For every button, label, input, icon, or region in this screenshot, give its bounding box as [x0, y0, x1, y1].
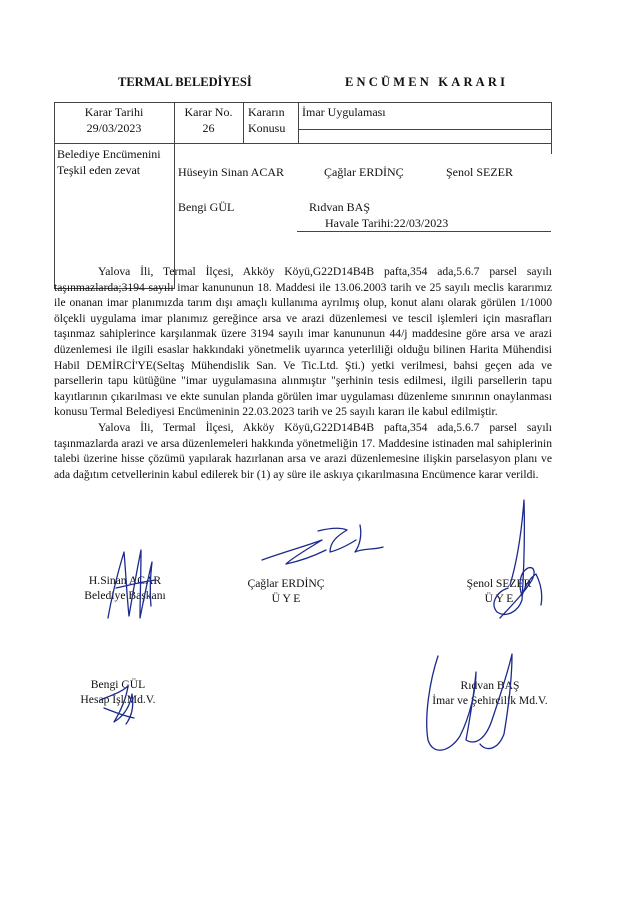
- document-title: ENCÜMEN KARARI: [345, 75, 509, 89]
- signatory-title: Belediye Başkanı: [84, 589, 166, 602]
- signature-ink-mayor: [108, 550, 156, 618]
- signature-ink-member: [494, 500, 542, 618]
- decision-date-value: 29/03/2023: [86, 121, 142, 135]
- signatory-name: Çağlar ERDİNÇ: [247, 577, 325, 590]
- member-name: Bengi GÜL: [178, 200, 235, 214]
- decision-number-label: Karar No.: [184, 105, 233, 119]
- decision-subject-value: İmar Uygulaması: [302, 105, 386, 119]
- committee-label-line2: Teşkil eden zevat: [57, 163, 141, 177]
- referral-date: Havale Tarihi:22/03/2023: [325, 216, 449, 230]
- signatory-name: Şenol SEZER: [466, 577, 532, 590]
- member-name: Rıdvan BAŞ: [309, 200, 371, 214]
- signature-ink-finance: [100, 686, 134, 724]
- signature-ink-member: [262, 525, 383, 564]
- signatory-title: Hesap İşl.Md.V.: [80, 693, 156, 706]
- body-paragraph: Yalova İli, Termal İlçesi, Akköy Köyü,G22D14B4B pafta,354 ada,5.6.7 parsel sayılı taşınmazlarda arazi ve arsa düzenlemeleri hakkında yönetmeliğin 17. Maddesine istinaden mal sahiplerinin talebi üzerine hisse çözümü yapılarak hazırlanan arsa ve arazi düzenlemesine ilişkin parselasyon planı ve ada dağıtım cetvellerinin kabul edilerek bir (1) ay süre ile askıya çıkarılmasına Encümence karar verildi.: [54, 420, 552, 481]
- committee-label-line1: Belediye Encümenini: [57, 147, 161, 161]
- signature-ink-planning: [427, 654, 512, 750]
- municipality-name: TERMAL BELEDİYESİ: [118, 75, 252, 89]
- member-name: Şenol SEZER: [446, 165, 514, 179]
- signatory-name: Bengi GÜL: [90, 678, 146, 691]
- member-name: Hüseyin Sinan ACAR: [178, 165, 285, 179]
- body-paragraph: Yalova İli, Termal İlçesi, Akköy Köyü,G22D14B4B pafta,354 ada,5.6.7 parsel sayılı taşınmazlarda;3194 sayılı imar kanununun 18. Maddesi ile 13.06.2003 tarih ve 25 sayılı meclis kararımız ile onanan imar planımızda tarım dışı amaçlı kullanıma ayrılmış olup, konut alanı olarak görülen 1/1000 ölçekli uygulama imar planımız gereğince arsa ve arazi düzenlemesi ve tescil işlemleri için masrafları taşınmaz sahiplerince karşılanmak üzere 3194 sayılı imar kanununun 44/j maddesine göre arsa ve arazi düzenlemesi ile ilgili esaslar hakkındaki yönetmelik uyarınca yeterliliği olduğu bilinen Harita Mühendisi Habil DEMİRCİ'YE(Seltaş Mühendislik San. Ve Tic.Ltd. Şti.) yetki verilmesi, bahsi geçen ada ve parsellerin tapu kütüğüne "imar uygulamasına alınmıştır "şerhinin tesis edilmesi, ilgili parsellerin tapu kayıtlarının çıkarılması ve ekte sunulan planda görülen imar uygulaması düzenleme sınırının onaylanması konusu Termal Belediyesi Encümeninin 22.03.2023 tarih ve 25 sayılı kararı ile kabul edilmiştir.: [54, 265, 552, 419]
- signatory-name: Rıdvan BAŞ: [460, 679, 520, 692]
- signatory-title: Ü Y E: [484, 592, 514, 605]
- decision-date-label: Karar Tarihi: [84, 105, 144, 119]
- signatory-title: İmar ve Şehircilik Md.V.: [432, 694, 548, 707]
- member-name: Çağlar ERDİNÇ: [324, 165, 404, 179]
- decision-number-value: 26: [202, 121, 215, 135]
- signatory-title: Ü Y E: [271, 592, 301, 605]
- signatory-name: H.Sinan ACAR: [88, 574, 162, 587]
- subject-label-line1: Kararın: [248, 105, 285, 119]
- subject-label-line2: Konusu: [248, 121, 286, 135]
